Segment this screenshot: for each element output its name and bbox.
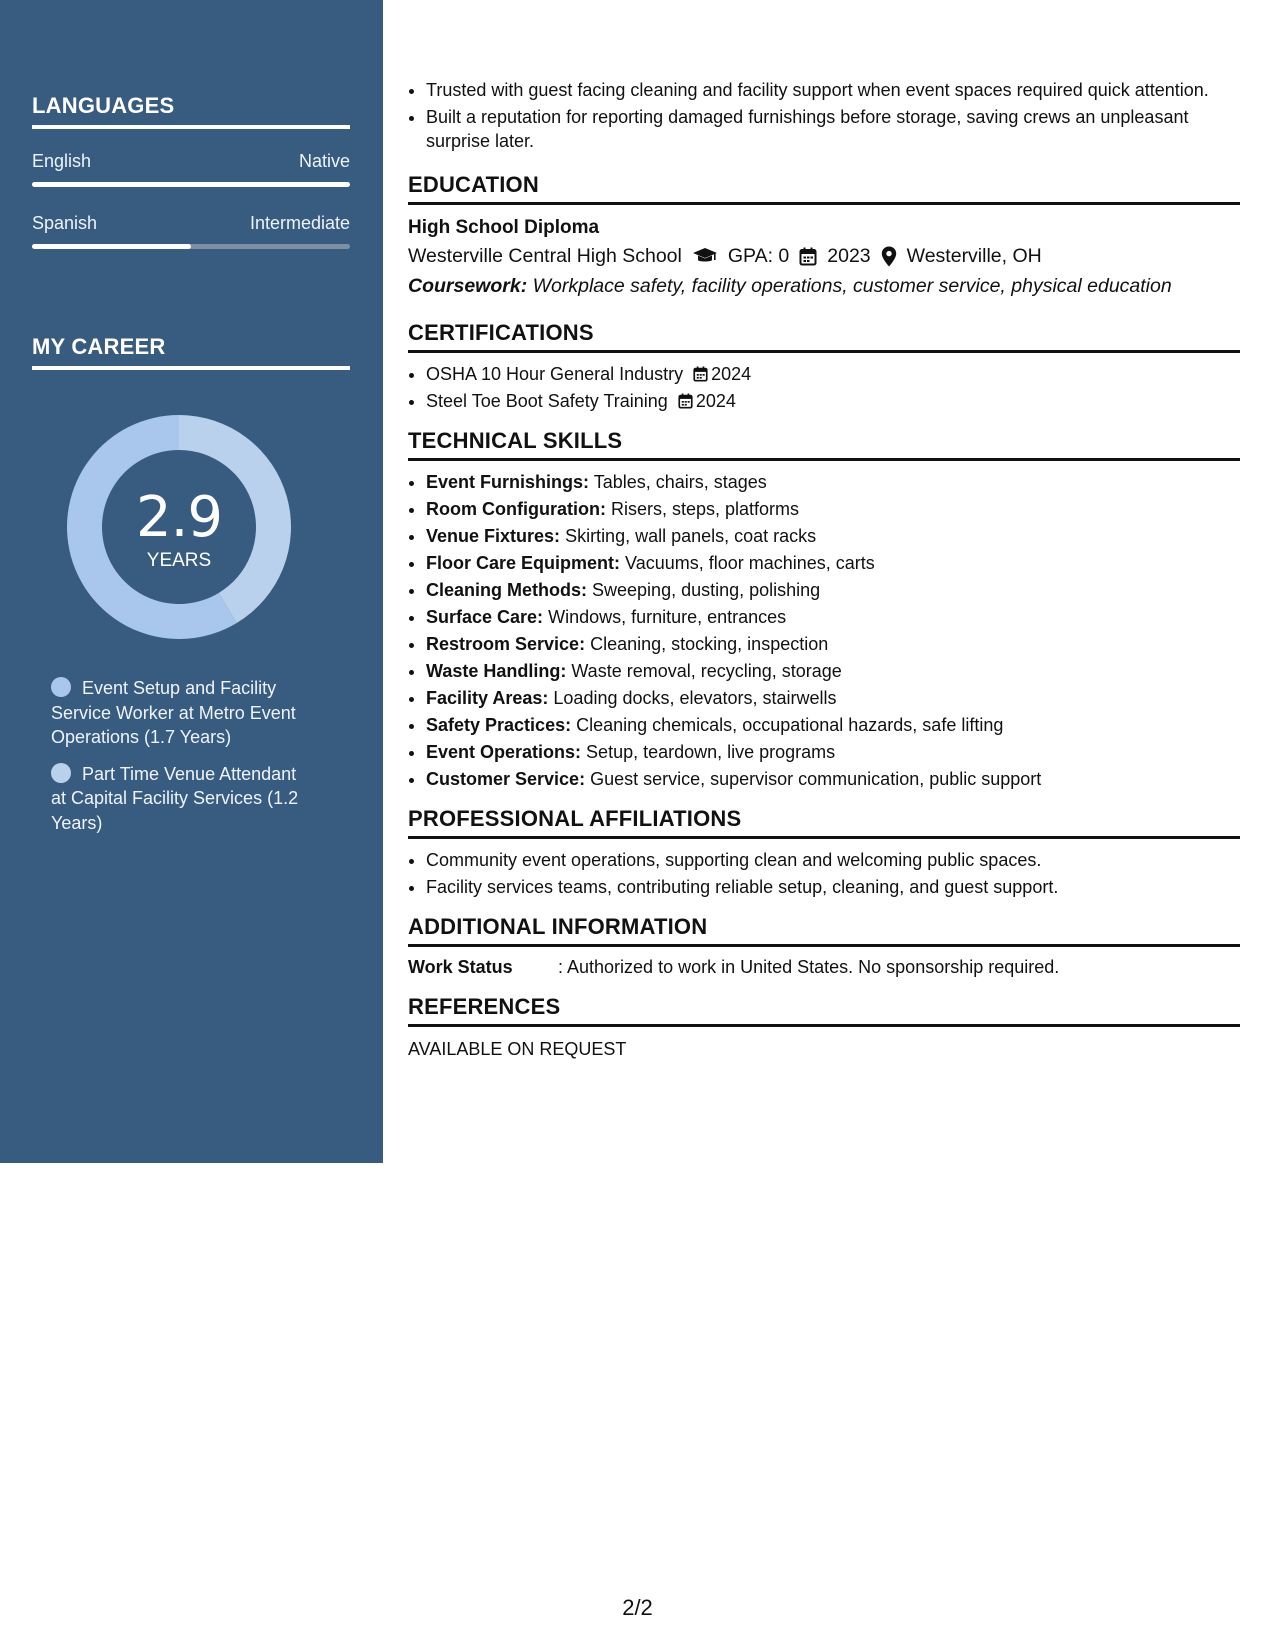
calendar-icon — [693, 366, 708, 382]
skill-label: Event Operations: — [426, 742, 582, 762]
references-heading: REFERENCES — [408, 995, 1240, 1027]
education-degree: High School Diploma — [408, 217, 600, 238]
affiliations-list — [408, 848, 1240, 899]
skill-item — [426, 632, 1240, 656]
skill-value: Waste removal, recycling, storage — [571, 661, 842, 681]
technical-skills-list — [408, 470, 1240, 791]
additional-heading: ADDITIONAL INFORMATION — [408, 915, 1240, 947]
skill-value: Skirting, wall panels, coat racks — [565, 526, 817, 546]
education-heading: EDUCATION — [408, 173, 1240, 205]
coursework-value: Workplace safety, facility operations, customer service, physical education — [532, 275, 1172, 297]
skill-label: Safety Practices: — [426, 715, 572, 735]
skill-value: Loading docks, elevators, stairwells — [553, 688, 837, 708]
graduation-cap-icon — [692, 247, 718, 265]
affiliation-item: • Community event operations, supporting clean and welcoming public spaces. — [426, 848, 1240, 872]
experience-bullets — [408, 78, 1240, 153]
skill-value: Sweeping, dusting, polishing — [592, 580, 821, 600]
language-proficiency-bar — [32, 182, 350, 187]
skill-item — [426, 524, 1240, 548]
legend-dot-icon — [51, 763, 71, 783]
skill-label: Restroom Service: — [426, 634, 586, 654]
certifications-section — [408, 321, 1240, 413]
skill-value: Cleaning chemicals, occupational hazards, safe lifting — [576, 715, 1004, 735]
skill-value: Guest service, supervisor communication, public support — [590, 769, 1042, 789]
technical-skills-heading: TECHNICAL SKILLS — [408, 429, 1240, 461]
skill-item — [426, 605, 1240, 629]
language-proficiency-fill — [32, 244, 191, 249]
language-name: English — [32, 151, 92, 171]
career-donut — [67, 415, 291, 639]
references-text: AVAILABLE ON REQUEST — [408, 1039, 627, 1059]
main-content — [408, 78, 1240, 1061]
calendar-icon — [678, 393, 693, 409]
page-number: 2/2 — [622, 1595, 653, 1620]
affiliations-section — [408, 807, 1240, 899]
experience-bullet: • Built a reputation for reporting damaged furnishings before storage, saving crews an unpleasant surprise later. — [426, 105, 1240, 153]
skill-label: Room Configuration: — [426, 499, 606, 519]
certification-year: 2024 — [695, 391, 736, 411]
skill-value: Windows, furniture, entrances — [548, 607, 787, 627]
language-row — [32, 151, 350, 172]
coursework-label: Coursework: — [408, 275, 528, 297]
languages-section — [32, 93, 350, 249]
career-legend — [51, 676, 316, 847]
skill-label: Facility Areas: — [426, 688, 549, 708]
education-year: 2023 — [827, 245, 871, 267]
education-gpa: GPA: 0 — [727, 245, 790, 267]
language-name: Spanish — [32, 213, 98, 233]
technical-skills-section — [408, 429, 1240, 791]
work-status-value: : Authorized to work in United States. No sponsorship required. — [558, 957, 1060, 977]
skill-label: Waste Handling: — [426, 661, 567, 681]
education-section — [408, 173, 1240, 301]
skill-item — [426, 659, 1240, 683]
career-legend-label: Event Setup and Facility Service Worker at Metro Event Operations (1.7 Years) — [51, 678, 296, 747]
affiliations-heading: PROFESSIONAL AFFILIATIONS — [408, 807, 1240, 839]
certification-year: 2024 — [711, 364, 752, 384]
certification-item — [426, 389, 1240, 413]
skill-item — [426, 551, 1240, 575]
additional-section — [408, 915, 1240, 979]
skill-item — [426, 713, 1240, 737]
skill-label: Event Furnishings: — [426, 472, 590, 492]
language-proficiency-fill — [32, 182, 350, 187]
references-section — [408, 995, 1240, 1061]
certification-name: OSHA 10 Hour General Industry — [426, 364, 684, 384]
language-level: Intermediate — [249, 213, 350, 233]
language-list — [32, 151, 350, 249]
skill-item — [426, 497, 1240, 521]
language-row — [32, 213, 350, 234]
skill-value: Tables, chairs, stages — [593, 472, 767, 492]
skill-item — [426, 767, 1240, 791]
skill-label: Venue Fixtures: — [426, 526, 561, 546]
career-legend-item — [51, 762, 316, 836]
languages-heading: LANGUAGES — [32, 93, 350, 129]
education-details — [408, 241, 1240, 271]
skill-value: Cleaning, stocking, inspection — [590, 634, 829, 654]
skill-label: Floor Care Equipment: — [426, 553, 621, 573]
career-heading: MY CAREER — [32, 334, 350, 370]
career-legend-item — [51, 676, 316, 750]
location-pin-icon — [881, 246, 897, 267]
work-status-label: Work Status — [408, 957, 513, 977]
skill-label: Customer Service: — [426, 769, 586, 789]
language-level: Native — [298, 151, 350, 171]
certifications-heading: CERTIFICATIONS — [408, 321, 1240, 353]
education-coursework — [408, 271, 1240, 301]
career-section — [32, 334, 350, 370]
skill-item — [426, 470, 1240, 494]
skill-item — [426, 578, 1240, 602]
certification-name: Steel Toe Boot Safety Training — [426, 391, 668, 411]
skill-item — [426, 740, 1240, 764]
certification-item — [426, 362, 1240, 386]
affiliation-item: • Facility services teams, contributing reliable setup, cleaning, and guest support. — [426, 875, 1240, 899]
certifications-list — [408, 362, 1240, 413]
experience-bullet: • Trusted with guest facing cleaning and facility support when event spaces required quick attention. — [426, 78, 1240, 102]
career-legend-label: Part Time Venue Attendant at Capital Facility Services (1.2 Years) — [51, 763, 299, 833]
skill-item — [426, 686, 1240, 710]
skill-value: Vacuums, floor machines, carts — [625, 553, 875, 573]
skill-label: Surface Care: — [426, 607, 544, 627]
language-proficiency-bar — [32, 244, 350, 249]
skill-label: Cleaning Methods: — [426, 580, 587, 600]
skill-value: Risers, steps, platforms — [610, 499, 800, 519]
career-total-unit: YEARS — [146, 550, 212, 571]
education-location: Westerville, OH — [906, 245, 1042, 267]
skill-value: Setup, teardown, live programs — [586, 742, 836, 762]
sidebar — [0, 0, 383, 1163]
legend-dot-icon — [51, 677, 71, 697]
education-school: Westerville Central High School — [408, 245, 682, 267]
calendar-icon — [799, 247, 817, 266]
career-total-years: 2.9 — [135, 485, 223, 550]
